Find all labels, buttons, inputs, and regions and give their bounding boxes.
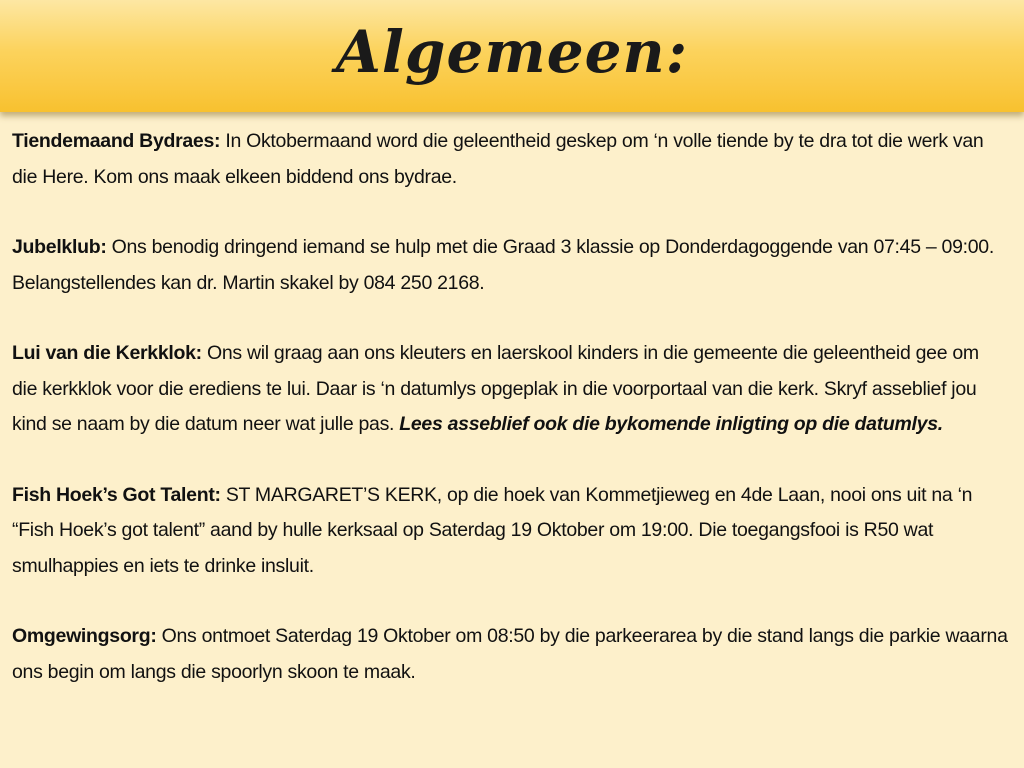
section-tiendemaand	[12, 124, 1008, 195]
section-text: Ons ontmoet Saterdag 19 Oktober om 08:50 by die parkeerarea by die stand langs die parkie waarna ons begin om langs die spoorlyn skoon te maak.	[12, 625, 1008, 683]
section-label: Lui van die Kerkklok:	[12, 342, 202, 364]
section-contact: Belangstellendes kan dr. Martin skakel by 084 250 2168.	[12, 271, 485, 294]
header-banner	[0, 0, 1024, 112]
section-fish-hoek-talent	[12, 478, 1008, 585]
section-text: ST MARGARET’S KERK, op die hoek van Kommetjieweg en 4de Laan, nooi ons uit na ‘n “Fish Hoek’s got talent” aand by hulle kerksaal op Saterdag 19 Oktober om 19:00. Die toegangsfooi is R50 wat smulhappies en iets te drinke insluit.	[12, 483, 973, 577]
section-text: Ons wil graag aan ons kleuters en laerskool kinders in die gemeente die geleentheid gee om die kerkklok voor die erediens te lui. Daar is ‘n datumlys opgeplak in die voorportaal van die kerk. Skryf asseblief jou kind se naam by die datum neer wat julle pas.	[12, 342, 979, 435]
content-area	[12, 124, 1008, 725]
section-emphasis: Lees asseblief ook die bykomende inligting op die datumlys.	[399, 413, 943, 435]
section-jubelklub	[12, 230, 1008, 301]
section-label: Tiendemaand Bydraes:	[12, 130, 221, 152]
section-text: In Oktobermaand word die geleentheid geskep om ‘n volle tiende by te dra tot die werk van die Here. Kom ons maak elkeen biddend ons bydrae.	[12, 130, 984, 188]
section-text: Ons benodig dringend iemand se hulp met die Graad 3 klassie op Donderdagoggende van 07:45 – 09:00.	[106, 236, 994, 258]
section-kerkklok	[12, 336, 1008, 443]
section-label: Jubelklub:	[12, 236, 107, 258]
section-label: Omgewingsorg:	[12, 625, 157, 647]
page-title: Algemeen:	[335, 18, 689, 86]
section-omgewingsorg	[12, 619, 1008, 690]
section-label: Fish Hoek’s Got Talent:	[12, 483, 221, 506]
